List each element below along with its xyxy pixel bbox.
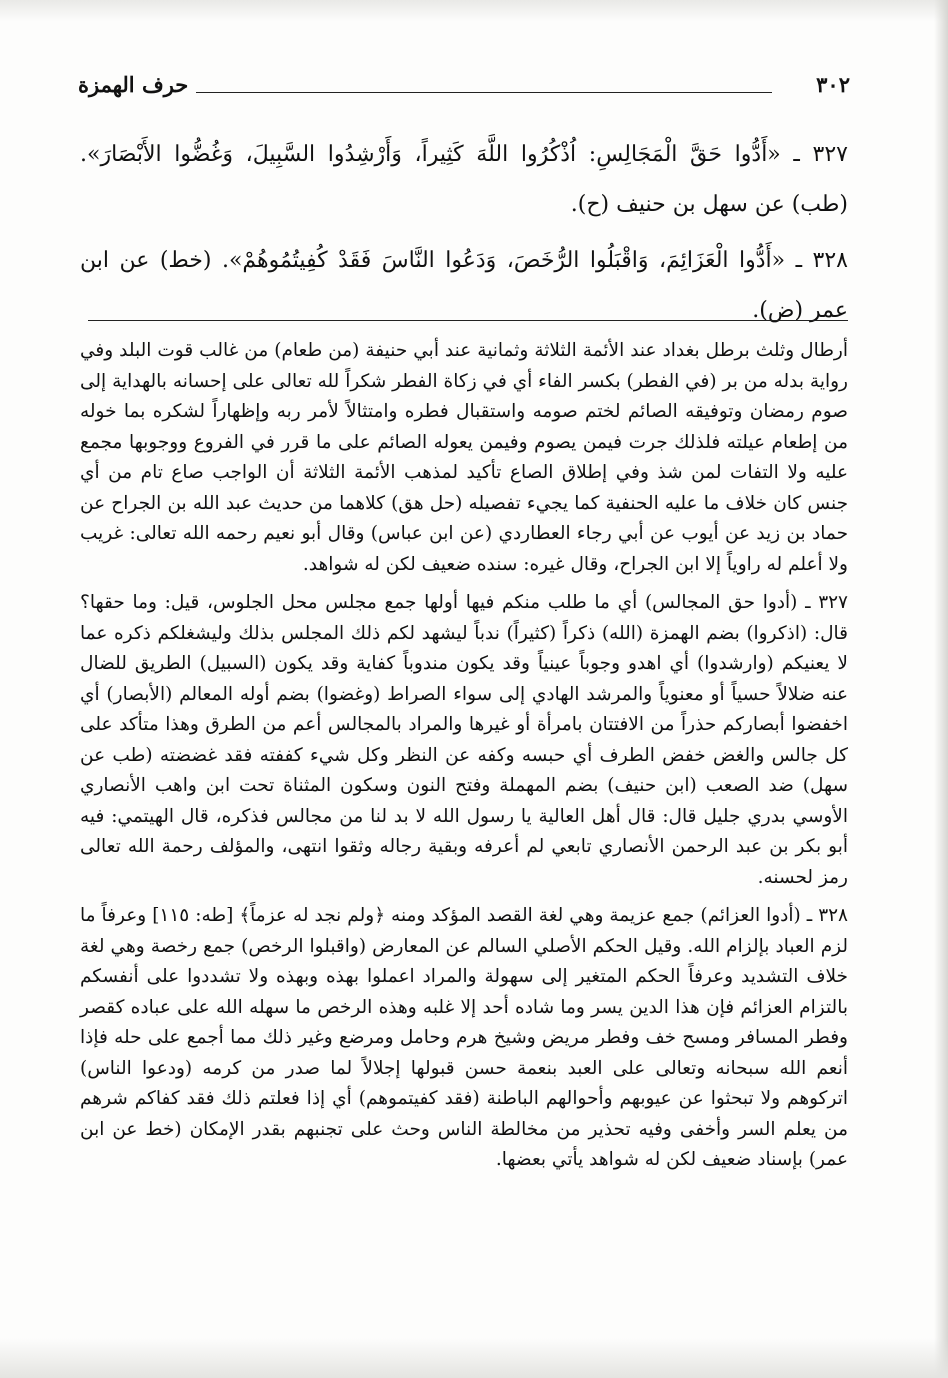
hadith-block: [80, 130, 848, 342]
commentary-paragraph-328: ٣٢٨ ـ (أدوا العزائم) جمع عزيمة وهي لغة القصد المؤكد ومنه ﴿ولم نجد له عزماً﴾ [طه: ١١٥] وعرفاً ما لزم العباد بإلزام الله. وقيل الحكم الأصلي السالم عن المعارض (واقبلوا الرخص) جمع رخصة وهي لغة خلاف التشديد وعرفاً الحكم المتغير إلى سهولة والمراد اعملوا بهذه وبهذه ولا تشددوا على أنفسكم بالتزام العزائم فإن هذا الدين يسر وما شاده أحد إلا غلبه وهذه الرخص ما سهله الله على عباده كقصر وفطر المسافر ومسح خف وفطر مريض وشيخ هرم وحامل ومرضع وغير ذلك مما أجمع على حله فإذا أنعم الله سبحانه وتعالى على العبد بنعمة حسن قبولها إجلالاً لما صدر من كرمه (ودعوا الناس) اتركوهم ولا تبحثوا عن عيوبهم وأحوالهم الباطنة (فقد كفيتموهم) أي إذا فعلتم ذلك فقد كفاكم شرهم من يعلم السر وأخفى وفيه تحذير من مخالطة الناس وحث على تجنبهم بقدر الإمكان (خط عن ابن عمر) بإسناد ضعيف لكن له شواهد يأتي بعضها.: [80, 905, 848, 1170]
header-rule: [196, 92, 772, 93]
page-header: [78, 68, 850, 104]
scan-edge-right: [934, 0, 948, 1378]
text-separator: [88, 320, 848, 321]
scan-edge-top: [0, 0, 948, 22]
section-title: حرف الهمزة: [78, 72, 189, 97]
commentary-paragraph-intro: أرطال وثلث برطل بغداد عند الأئمة الثلاثة وثمانية عند أبي حنيفة (من طعام) من غالب قوت البلد وفي رواية بدله من بر (في الفطر) بكسر الفاء أي في زكاة الفطر شكراً لله تعالى على إحسانه بالهداية إلى صوم رمضان وتوفيقه الصائم لختم صومه واستقبال فطره وامتثالاً لأمر ربه وإظهاراً لشكره بما خوله من إطعام عيلته فلذلك جرت فيمن يصوم وفيمن يعوله الصائم على ما قرر في الفروع ووجوبها مجمع عليه ولا التفات لمن شذ وفي إطلاق الصاع تأكيد لمذهب الأئمة الثلاثة أن الواجب صاع تام من أي جنس كان خلاف ما عليه الحنفية كما يجيء تفصيله (حل هق) كلاهما من حديث عبد الله بن الجراح عن حماد بن زيد عن أيوب عن أبي رجاء العطاردي (عن ابن عباس) وقال أبو نعيم رحمه الله تعالى: غريب ولا أعلم له راوياً إلا ابن الجراح، وقال غيره: سنده ضعيف لكن له شواهد.: [80, 340, 848, 575]
scan-edge-bottom: [0, 1338, 948, 1378]
page-number: ٣٠٢: [816, 72, 850, 97]
hadith-327: ٣٢٧ ـ «أَدُّوا حَقَّ الْمَجَالِسِ: اُذْكُرُوا اللَّهَ كَثِيراً، وَأَرْشِدُوا السَّبِيلَ، وَغُضُّوا الأَبْصَارَ». (طب) عن سهل بن حنيف (ح).: [80, 142, 848, 217]
commentary-block: [80, 336, 848, 1184]
commentary-paragraph-327: ٣٢٧ ـ (أدوا حق المجالس) أي ما طلب منكم فيها أولها جمع مجلس محل الجلوس، قيل: وما حقها؟ قال: (اذكروا) بضم الهمزة (الله) ذكراً (كثيراً) ندباً ليشهد لكم ذلك المجلس بذلك وليشغلكم ذكره عما لا يعنيكم (وارشدوا) أي اهدو وجوباً عينياً وقد يكون مندوباً كفاية وقد يكون (السبيل) الطريق للضال عنه ضلالاً حسياً أو معنوياً والمرشد الهادي إلى سواء الصراط (وغضوا) بضم أوله المعالم (الأبصار) أي اخفضوا أبصاركم حذراً من الافتتان بامرأة أو غيرها والمراد بالمجالس أعم من الطرق وهذا متأكد على كل جالس والغض خفض الطرف أي حبسه وكفه عن النظر وكل شيء كففته فقد غضضته (طب عن سهل) ضد الصعب (ابن حنيف) بضم المهملة وفتح النون وسكون المثناة تحت ابن واهب الأنصاري الأوسي بدري جليل قال: قال أهل العالية يا رسول الله لا بد لنا من مجالس فذكره، قال الهيتمي: فيه أبو بكر بن عبد الرحمن الأنصاري تابعي لم أعرفه وبقية رجاله وثقوا انتهى، والمؤلف رحمة الله تعالى رمز لحسنه.: [80, 592, 848, 888]
hadith-328: ٣٢٨ ـ «أَدُّوا الْعَزَائِمَ، وَاقْبَلُوا الرُّخَصَ، وَدَعُوا النَّاسَ فَقَدْ كُفِيتُمُوهُمْ». (خط) عن ابن عمر (ض).: [80, 248, 848, 323]
